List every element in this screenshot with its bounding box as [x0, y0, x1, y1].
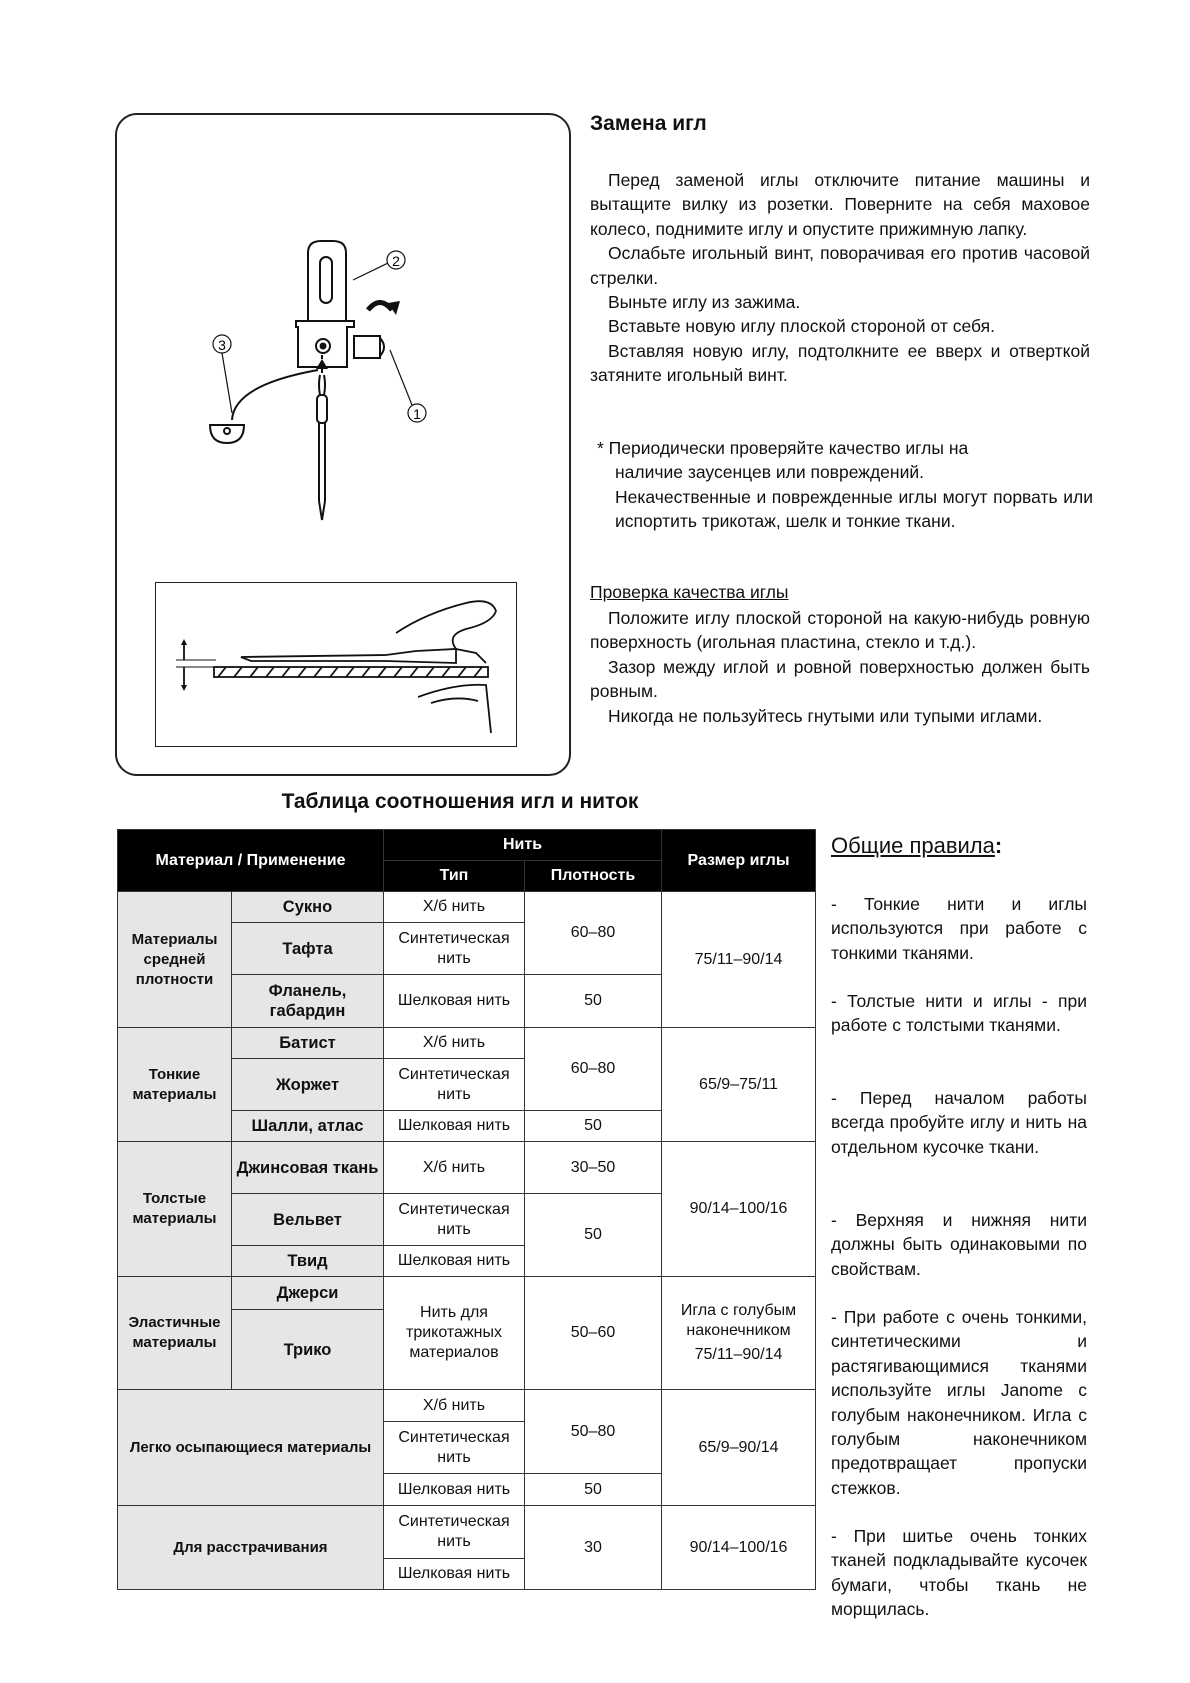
thread-type-cell: Шелковая нить	[384, 1111, 525, 1142]
thread-type-cell: Синтетическая нить	[384, 1506, 525, 1559]
density-cell: 30–50	[525, 1142, 662, 1194]
thread-type-cell: Х/б нить	[384, 892, 525, 923]
density-cell: 50	[525, 975, 662, 1028]
rule-item: - При работе с очень тонкими, синтетическими и растягивающимися тканями используйте иглы Janome с голубым наконечником. Игла с голубым наконечником предотвращает пропуски стежков.	[831, 1307, 1087, 1498]
needle-size-cell	[662, 1277, 816, 1390]
needle-size-range: 75/11–90/14	[694, 1346, 783, 1363]
instruction-paragraph: Вставьте новую иглу плоской стороной от себя.	[608, 316, 995, 337]
rule-item: - Верхняя и нижняя нити должны быть одинаковыми по свойствам.	[831, 1210, 1087, 1279]
note-line: Некачественные и поврежденные иглы могут порвать или испортить трикотаж, шелк и тонкие ткани.	[615, 486, 1093, 532]
thread-type-cell: Шелковая нить	[384, 975, 525, 1028]
needle-check-illustration	[155, 582, 517, 747]
rules-title-colon: :	[994, 833, 1003, 858]
density-cell: 50	[525, 1111, 662, 1142]
material-cell: Джинсовая ткань	[232, 1142, 384, 1194]
callout-1-label: 1	[413, 406, 421, 422]
density-cell: 60–80	[525, 1028, 662, 1111]
rule-item: - Перед началом работы всегда пробуйте иглу и нить на отдельном кусочке ткани.	[831, 1088, 1087, 1157]
needle-check-instructions	[590, 606, 1090, 728]
density-cell: 60–80	[525, 892, 662, 975]
needle-thread-table	[117, 829, 816, 1590]
material-cell: Вельвет	[232, 1194, 384, 1246]
density-cell: 50–60	[525, 1277, 662, 1390]
check-paragraph: Никогда не пользуйтесь гнутыми или тупыми иглами.	[608, 705, 1043, 726]
instruction-paragraph: Выньте иглу из зажима.	[608, 292, 801, 313]
density-cell: 30	[525, 1506, 662, 1590]
category-fraying: Легко осыпающиеся материалы	[118, 1390, 384, 1506]
thread-type-cell: Х/б нить	[384, 1390, 525, 1422]
rules-title-text: Общие правила	[831, 833, 995, 858]
category-topstitch: Для расстрачивания	[118, 1506, 384, 1590]
material-cell: Фланель, габардин	[232, 975, 384, 1028]
thread-type-cell: Х/б нить	[384, 1028, 525, 1059]
material-cell: Трико	[232, 1310, 384, 1390]
needle-quality-note	[597, 436, 1093, 534]
rule-item: - При шитье очень тонких тканей подкладывайте кусочек бумаги, чтобы ткань не морщилась.	[831, 1526, 1087, 1620]
callout-3-label: 3	[218, 337, 226, 353]
header-material: Материал / Применение	[118, 830, 384, 892]
thread-type-cell: Синтетическая нить	[384, 923, 525, 975]
thread-type-cell: Шелковая нить	[384, 1474, 525, 1506]
header-thread-density: Плотность	[525, 861, 662, 892]
callout-2-label: 2	[392, 253, 400, 269]
material-cell: Шалли, атлас	[232, 1111, 384, 1142]
instruction-paragraph: Перед заменой иглы отключите питание машины и вытащите вилку из розетки. Поверните на себя маховое колесо, поднимите иглу и опустите прижимную лапку.	[590, 170, 1090, 239]
needle-change-instructions	[590, 168, 1090, 388]
material-cell: Жоржет	[232, 1059, 384, 1111]
instruction-paragraph: Ослабьте игольный винт, поворачивая его против часовой стрелки.	[590, 243, 1090, 288]
header-thread: Нить	[384, 830, 662, 861]
material-cell: Сукно	[232, 892, 384, 923]
thread-type-cell: Синтетическая нить	[384, 1059, 525, 1111]
category-medium: Материалы средней плотности	[118, 892, 232, 1028]
rules-title	[831, 833, 1002, 859]
thread-type-cell: Шелковая нить	[384, 1246, 525, 1277]
needle-check-title: Проверка качества иглы	[590, 582, 789, 602]
thread-type-cell: Шелковая нить	[384, 1559, 525, 1590]
note-line: наличие заусенцев или повреждений.	[615, 462, 924, 483]
header-thread-type: Тип	[384, 861, 525, 892]
density-cell: 50	[525, 1474, 662, 1506]
table-title: Таблица соотношения игл и ниток	[281, 790, 639, 813]
category-thin: Тонкие материалы	[118, 1028, 232, 1142]
thread-type-cell: Синтетическая нить	[384, 1422, 525, 1474]
rule-item: - Тонкие нити и иглы используются при работе с тонкими тканями.	[831, 894, 1087, 963]
note-line: * Периодически проверяйте качество иглы на	[597, 438, 969, 458]
needle-size-cell: 90/14–100/16	[662, 1142, 816, 1277]
instruction-paragraph: Вставляя новую иглу, подтолкните ее вверх и отверткой затяните игольный винт.	[590, 340, 1090, 386]
density-cell: 50	[525, 1194, 662, 1277]
thread-type-cell: Синтетическая нить	[384, 1194, 525, 1246]
needle-clamp-diagram	[200, 235, 450, 560]
header-needle-size: Размер иглы	[662, 830, 816, 892]
density-cell: 50–80	[525, 1390, 662, 1474]
check-paragraph: Положите иглу плоской стороной на какую-нибудь ровную поверхность (игольная пластина, стекло и т.д.).	[590, 608, 1090, 653]
material-cell: Батист	[232, 1028, 384, 1059]
material-cell: Твид	[232, 1246, 384, 1277]
category-elastic: Эластичные материалы	[118, 1277, 232, 1390]
check-paragraph: Зазор между иглой и ровной поверхностью должен быть ровным.	[590, 656, 1090, 702]
needle-size-cell: 65/9–90/14	[662, 1390, 816, 1506]
material-cell: Джерси	[232, 1277, 384, 1310]
section-title-needle-change: Замена игл	[590, 112, 707, 135]
needle-size-cell: 65/9–75/11	[662, 1028, 816, 1142]
rule-item: - Толстые нити и иглы - при работе с толстыми тканями.	[831, 991, 1087, 1036]
material-cell: Тафта	[232, 923, 384, 975]
category-thick: Толстые материалы	[118, 1142, 232, 1277]
thread-type-cell: Х/б нить	[384, 1142, 525, 1194]
thread-type-cell: Нить для трикотажных материалов	[384, 1277, 525, 1390]
needle-size-cell: 90/14–100/16	[662, 1506, 816, 1590]
needle-size-cell: 75/11–90/14	[662, 892, 816, 1028]
needle-size-blue-tip: Игла с голубым наконечником	[680, 1302, 797, 1339]
